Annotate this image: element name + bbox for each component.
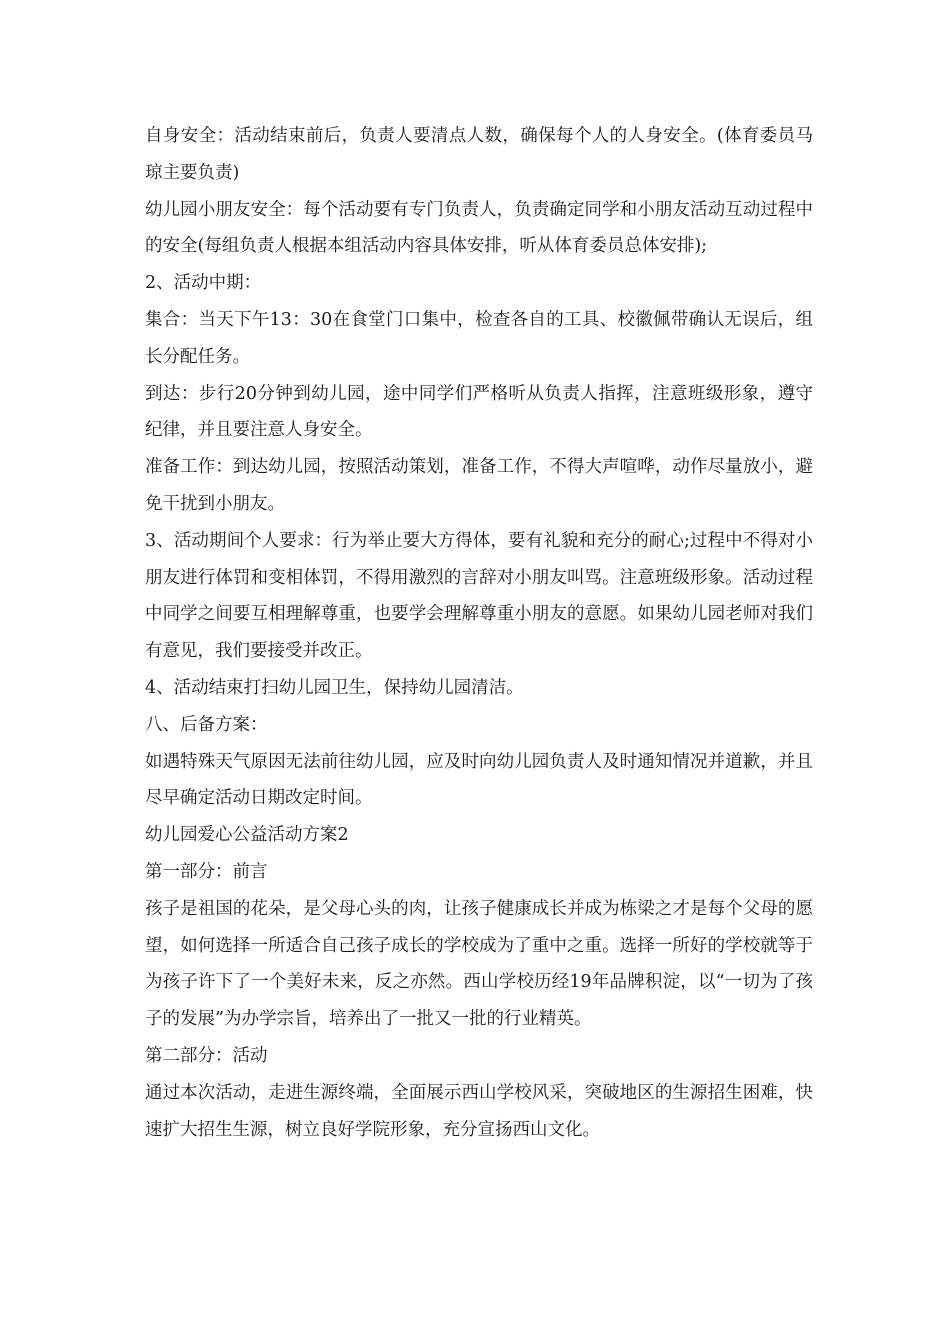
paragraph-self-safety: 自身安全：活动结束前后，负责人要清点人数，确保每个人的人身安全。(体育委员马琼主要负责): [145, 126, 813, 183]
paragraph-backup-plan: 如遇特殊天气原因无法前往幼儿园，应及时向幼儿园负责人及时通知情况并道歉，并且尽早确定活动日期改定时间。: [145, 751, 813, 809]
part-two-heading: 第二部分：活动: [145, 1045, 268, 1066]
paragraph-arrival: 到达：步行20分钟到幼儿园，途中同学们严格听从负责人指挥，注意班级形象，遵守纪律，并且要注意人身安全。: [145, 383, 813, 441]
paragraph-children-safety: 幼儿园小朋友安全：每个活动要有专门负责人，负责确定同学和小朋友活动互动过程中的安全(每组负责人根据本组活动内容具体安排，听从体育委员总体安排);: [145, 199, 813, 257]
paragraph-cleanup: 4、活动结束打扫幼儿园卫生，保持幼儿园清洁。: [145, 677, 524, 698]
paragraph-preface: 孩子是祖国的花朵，是父母心头的肉，让孩子健康成长并成为栋梁之才是每个父母的愿望，如何选择一所适合自己孩子成长的学校成为了重中之重。选择一所好的学校就等于为孩子许下了一个美好未来，反之亦然。西山学校历经19年品牌积淀，以“一切为了孩子的发展”为办学宗旨，培养出了一批又一批的行业精英。: [145, 898, 813, 1030]
paragraph-activity: 通过本次活动，走进生源终端，全面展示西山学校风采，突破地区的生源招生困难，快速扩大招生生源，树立良好学院形象，充分宣扬西山文化。: [145, 1082, 813, 1140]
section-title-plan-2: 幼儿园爱心公益活动方案2: [145, 825, 349, 846]
document-body: [145, 118, 813, 1148]
paragraph-personal-requirements: 3、活动期间个人要求：行为举止要大方得体，要有礼貌和充分的耐心;过程中不得对小朋友进行体罚和变相体罚，不得用激烈的言辞对小朋友叫骂。注意班级形象。活动过程中同学之间要互相理解尊重，也要学会理解尊重小朋友的意愿。如果幼儿园老师对我们有意见，我们要接受并改正。: [145, 530, 813, 662]
paragraph-mid-activity-heading: 2、活动中期：: [145, 273, 262, 294]
paragraph-assembly: 集合：当天下午13：30在食堂门口集中，检查各自的工具、校徽佩带确认无误后，组长分配任务。: [145, 309, 813, 367]
part-one-heading: 第一部分：前言: [145, 861, 268, 882]
paragraph-preparation: 准备工作：到达幼儿园，按照活动策划，准备工作，不得大声喧哗，动作尽量放小，避免干扰到小朋友。: [145, 457, 813, 514]
paragraph-backup-heading: 八、后备方案：: [145, 714, 268, 735]
